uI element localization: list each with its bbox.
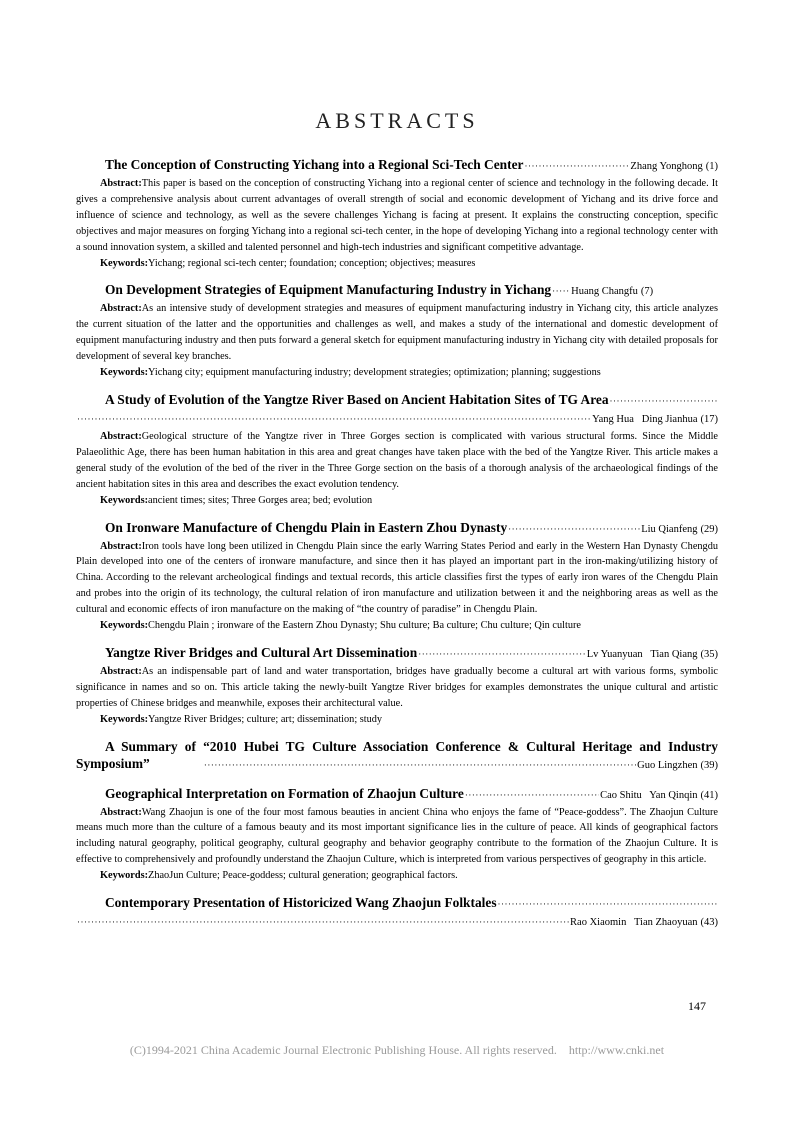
abstract-paragraph [76,664,718,712]
abstract-label: Abstract: [100,430,142,442]
abstract-paragraph [76,301,718,365]
article-title-line [76,785,718,805]
article-entry [76,519,718,634]
keywords-line [76,868,718,884]
keywords-text: Yichang; regional sci-tech center; foundation; conception; objectives; measures [148,257,476,269]
article-entry [76,644,718,728]
keywords-line [76,256,718,272]
keywords-label: Keywords: [100,494,149,506]
keywords-label: Keywords: [100,713,149,725]
article-title[interactable]: Contemporary Presentation of Historicized Wang Zhaojun Folktales [105,895,497,911]
abstract-text: Wang Zhaojun is one of the four most famous beauties in ancient China who enjoys the fame of “Peace-goddess”. The Zhaojun Culture means much more than the culture of a famous beauty and its most important significance lies in the culture of peace. All kinds of geographical factors including natural geography, political geography, cultural geography and behavior geography contribute to the formation of the Zhaojun Culture. It is effective to comprehensively and profoundly understand the Zhaojun Culture, which is interpreted from various perspectives of geography in this article. [76,806,718,866]
article-title-line [76,894,718,913]
copyright-footer: (C)1994-2021 China Academic Journal Electronic Publishing House. All rights reserved. http://www.cnki.net [129,1043,665,1057]
abstract-label: Abstract: [100,540,142,552]
article-authors: Rao Xiaomin Tian Zhaoyuan [570,917,698,929]
article-title[interactable]: Yangtze River Bridges and Cultural Art Dissemination [105,644,418,660]
abstract-text: As an indispensable part of land and water transportation, bridges have gradually become a cultural art with various forms, symbolic significance in names and so on. This article taking the newly-built Yangtze River bridges for examples demonstrates the unique cultural and artistic properties of Chinese bridges and meanwhile, exposes their architectural value. [76,665,718,709]
summary-author-line [76,755,718,775]
leader-dots [418,645,586,663]
article-page: (35) [700,648,718,660]
article-title-line [76,281,718,301]
leader-dots [465,786,599,804]
keywords-text: ZhaoJun Culture; Peace-goddess; cultural generation; geographical factors. [148,870,458,882]
abstract-label: Abstract: [100,806,142,818]
abstract-text: Geological structure of the Yangtze river in Three Gorges section is complicated with various structural forms. Since the Middle Palaeolithic Age, there has been human habitation in this area and great changes have taken place with the bed of the Yangtze River. This article makes a general study of the evolution of the bed of the river in the Three Gorge section on the basis of a thorough analysis of the archaeological findings of the ancient habitation sites in this area and describes the exact evolution tendency. [76,430,718,490]
summary-authors: Guo Lingzhen [637,759,698,771]
abstract-label: Abstract: [100,303,142,315]
article-authors: Liu Qianfeng [641,523,698,535]
leader-dots [498,895,717,913]
keywords-text: Yichang city; equipment manufacturing industry; development strategies; optimization; planning; suggestions [148,367,601,379]
leader-dots [508,520,640,538]
leader-dots [524,157,629,175]
article-authors: Cao Shitu Yan Qinqin [600,789,698,801]
summary-page: (39) [700,759,718,771]
article-page: (17) [700,413,718,425]
keywords-label: Keywords: [100,367,149,379]
article-title[interactable]: Geographical Interpretation on Formation of Zhaojun Culture [105,785,464,801]
abstract-text: As an intensive study of development strategies and measures of equipment manufacturing industry in Yichang city, this article analyzes the current situation of the latter and the opportunities and challenges as well, and makes a study of the international and domestic development of equipment manufacturing industry and then puts forward a general sketch for equipment manufacturing industry in Yichang city with detailed proposals for development of several key branches. [76,303,718,363]
article-title[interactable]: On Ironware Manufacture of Chengdu Plain in Eastern Zhou Dynasty [105,519,508,535]
abstract-paragraph [76,176,718,256]
keywords-line [76,618,718,634]
keywords-text: Chengdu Plain ; ironware of the Eastern Zhou Dynasty; Shu culture; Ba culture; Chu culture; Qin culture [148,620,581,632]
keywords-line [76,712,718,728]
keywords-label: Keywords: [100,257,149,269]
article-page: (7) [640,286,654,298]
summary-entry [76,738,718,775]
abstracts-page [76,108,718,942]
article-entry [76,785,718,885]
article-title-line [76,644,718,664]
article-title-line [76,519,718,539]
article-page: (43) [700,917,718,929]
article-page: (41) [700,789,718,801]
leader-dots [204,756,636,774]
article-entry [76,894,718,932]
abstract-paragraph [76,539,718,619]
article-entry [76,391,718,509]
leader-dots [552,282,570,300]
article-author-line [76,410,718,429]
keywords-label: Keywords: [100,620,149,632]
article-title[interactable]: On Development Strategies of Equipment Manufacturing Industry in Yichang [105,282,552,298]
keywords-line [76,493,718,509]
leader-dots [77,913,569,931]
leader-dots [610,392,717,410]
abstract-paragraph [76,429,718,493]
article-page: (1) [705,161,718,172]
abstract-label: Abstract: [100,178,142,189]
article-authors: Huang Changfu [571,286,638,298]
abstract-text: Iron tools have long been utilized in Chengdu Plain since the early Warring States Period and early in the Western Han Dynasty Chengdu Plain developed into one of the centers of ironware manufacture, and since then it has played an important part in the iron-making/utilizing history of China. According to the relevant archeological findings and textual records, this article classifies first the types of early iron wares of the Chengdu Plain and probes into the origin of its technology, the cultural relation of iron manufacture and utilization between it and the neighboring areas as well as the cultural and economic effects of iron manufacture on the making of “the country of paradise” in Chengdu Plain. [76,540,718,616]
article-page: (29) [700,523,718,535]
article-title-line [76,156,718,176]
article-entry [76,281,718,381]
page-number: 147 [688,999,706,1013]
abstract-paragraph [76,805,718,869]
article-title-line [76,391,718,410]
article-title[interactable]: The Conception of Constructing Yichang into a Regional Sci-Tech Center [105,157,524,172]
keywords-line [76,365,718,381]
article-entry [76,156,718,271]
abstract-text: This paper is based on the conception of constructing Yichang into a regional center of science and technology in the following decade. It gives a comprehensive analysis about current advantages of overall strength of social and economic development of Yichang and its drive force and influence of science and technology, as well as the severe challenges Yichang is facing at present. It explains the constructing conception, specific objectives and major measures on forging Yichang into a regional sci-tech center, in the hope of developing Yichang into a regional technology center with a sound innovation system, a skilled and talented personnel and high-tech industries and significant competitive advantage. [76,178,718,253]
page-heading: ABSTRACTS [315,108,479,133]
keywords-text: ancient times; sites; Three Gorges area; bed; evolution [148,494,373,506]
article-title[interactable]: A Study of Evolution of the Yangtze River Based on Ancient Habitation Sites of TG Area [105,391,609,407]
article-authors: Lv Yuanyuan Tian Qiang [586,648,698,660]
keywords-label: Keywords: [100,870,149,882]
article-author-line [76,913,718,932]
keywords-text: Yangtze River Bridges; culture; art; dissemination; study [148,713,383,725]
abstract-label: Abstract: [100,665,142,677]
article-authors: Yang Hua Ding Jianhua [592,413,698,425]
summary-title[interactable]: A Summary of “2010 Hubei TG Culture Association Conference & Cultural Heritage and Industry Symposium” [76,738,718,771]
article-authors: Zhang Yonghong [630,161,703,172]
leader-dots [77,410,591,428]
